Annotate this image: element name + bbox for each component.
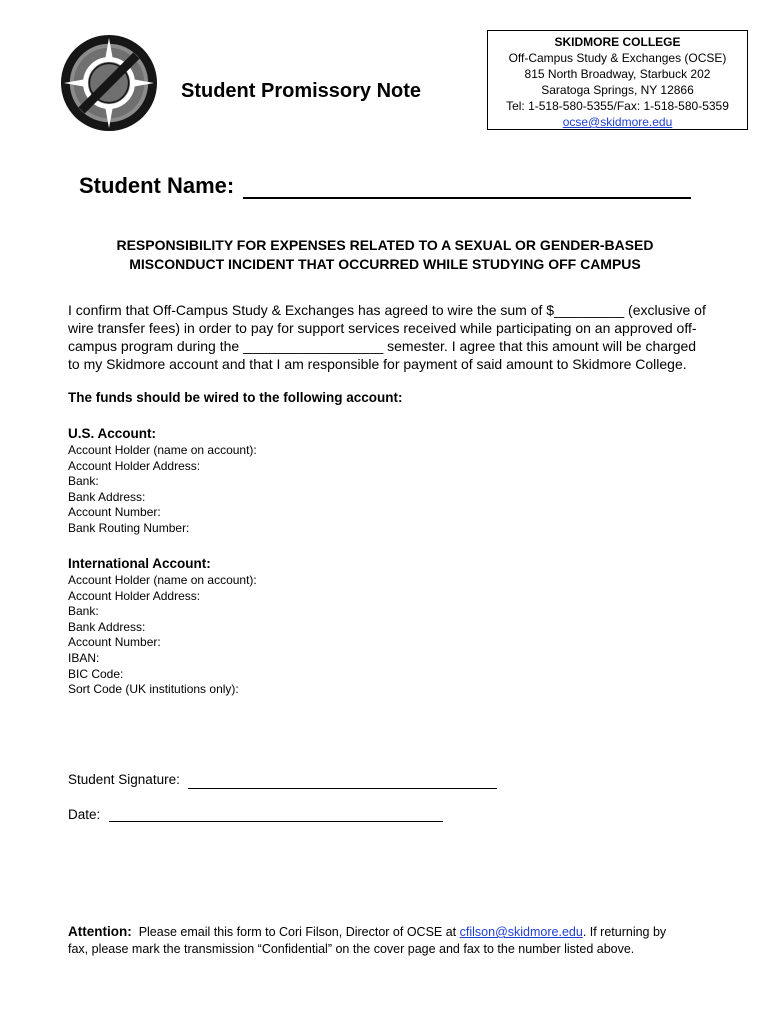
department-name: Off-Campus Study & Exchanges (OCSE)	[508, 51, 727, 65]
section-heading	[40, 236, 730, 274]
attention-text-after: . If returning by	[582, 925, 667, 939]
heading-line-2: MISCONDUCT INCIDENT THAT OCCURRED WHILE STUDYING OFF CAMPUS	[129, 256, 641, 272]
student-signature-label: Student Signature:	[68, 772, 180, 787]
college-address-box	[487, 30, 748, 130]
attention-text: Please email this form to Cori Filson, Director of OCSE at	[138, 925, 457, 939]
us-field-holder-address: Account Holder Address:	[68, 458, 201, 473]
attention-line-1	[68, 924, 708, 941]
street-address: 815 North Broadway, Starbuck 202	[524, 67, 711, 81]
ocse-email-link[interactable]: ocse@skidmore.edu	[562, 115, 673, 129]
intl-field-sort-code: Sort Code (UK institutions only):	[68, 682, 239, 697]
us-field-account-number: Account Number:	[68, 505, 161, 520]
us-field-account-holder: Account Holder (name on account):	[68, 443, 257, 457]
paragraph-line: campus program during the __________________ semester. I agree that this amount will be charged	[68, 338, 697, 354]
document-title: Student Promissory Note	[181, 80, 422, 102]
student-signature-field[interactable]	[188, 788, 497, 789]
intl-field-bank: Bank:	[68, 604, 99, 619]
attention-line-2: fax, please mark the transmission “Confidential” on the cover page and fax to the number listed above.	[68, 941, 635, 956]
confirmation-paragraph	[68, 301, 708, 373]
intl-field-bank-address: Bank Address:	[68, 619, 146, 634]
cfilson-email-link[interactable]: cfilson@skidmore.edu	[459, 925, 583, 939]
date-field[interactable]	[109, 821, 443, 822]
student-name-label: Student Name:	[79, 173, 235, 198]
funds-heading: The funds should be wired to the following account:	[68, 390, 403, 405]
paragraph-line: to my Skidmore account and that I am responsible for payment of said amount to Skidmore College.	[68, 356, 687, 372]
intl-field-account-number: Account Number:	[68, 635, 161, 650]
city-state-zip: Saratoga Springs, NY 12866	[541, 83, 694, 97]
date-label: Date:	[68, 807, 101, 822]
intl-field-iban: IBAN:	[68, 650, 100, 665]
intl-account-fields	[68, 573, 257, 698]
intl-field-bic-code: BIC Code:	[68, 666, 124, 681]
student-name-field[interactable]	[243, 197, 691, 199]
us-field-bank-address: Bank Address:	[68, 489, 146, 504]
us-field-bank: Bank:	[68, 474, 99, 489]
intl-account-heading: International Account:	[68, 556, 211, 571]
paragraph-line: wire transfer fees) in order to pay for support services received while participating on an approved off-	[68, 320, 697, 336]
us-account-heading: U.S. Account:	[68, 426, 157, 441]
us-account-fields	[68, 443, 257, 537]
attention-note	[68, 924, 708, 957]
us-field-routing-number: Bank Routing Number:	[68, 520, 190, 535]
phone-fax: Tel: 1-518-580-5355/Fax: 1-518-580-5359	[506, 99, 729, 113]
intl-field-account-holder: Account Holder (name on account):	[68, 573, 257, 587]
intl-field-holder-address: Account Holder Address:	[68, 588, 201, 603]
attention-label: Attention:	[68, 924, 132, 939]
skidmore-compass-logo-icon	[60, 34, 158, 132]
paragraph-line: I confirm that Off-Campus Study & Exchanges has agreed to wire the sum of $_________ (exclusive of	[68, 302, 706, 318]
heading-line-1: RESPONSIBILITY FOR EXPENSES RELATED TO A SEXUAL OR GENDER-BASED	[116, 237, 654, 253]
college-name: SKIDMORE COLLEGE	[554, 35, 681, 49]
